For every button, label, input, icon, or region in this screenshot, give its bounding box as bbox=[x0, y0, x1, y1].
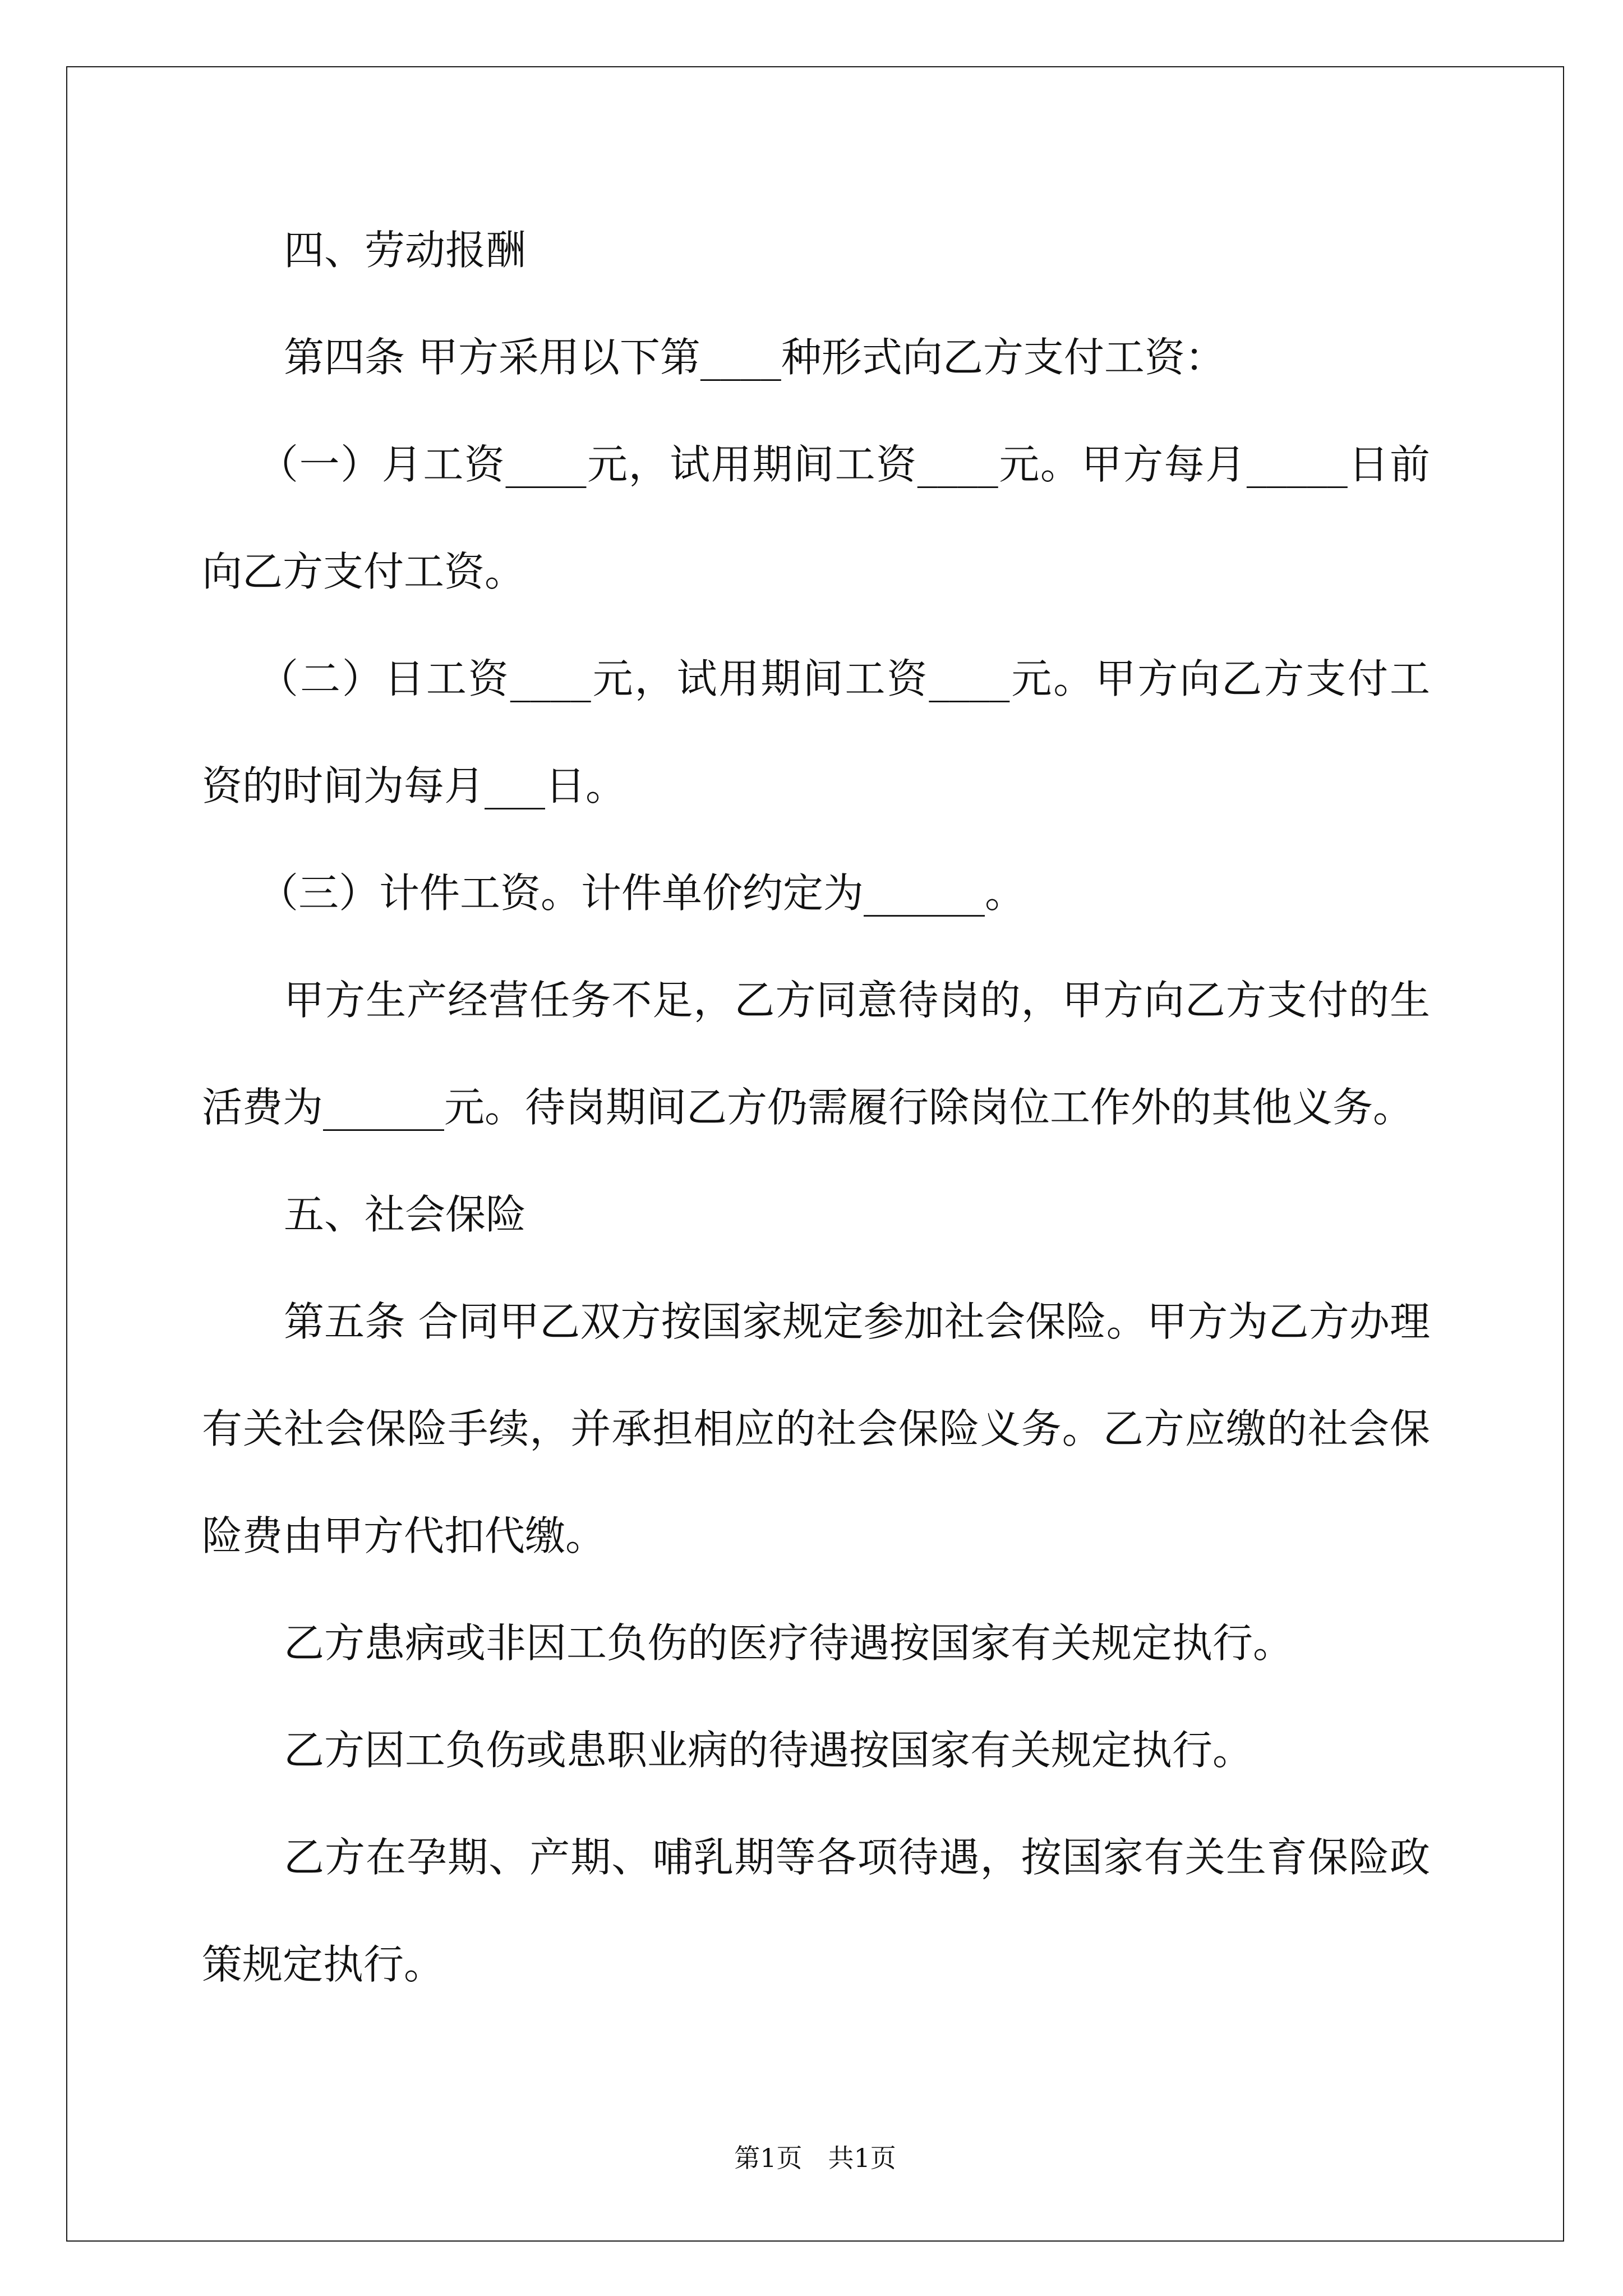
paragraph-line: （一）月工资____元，试用期间工资____元。甲方每月_____日前 bbox=[258, 441, 1430, 488]
section-heading: 四、劳动报酬 bbox=[284, 227, 527, 274]
document-body bbox=[202, 197, 1430, 2018]
paragraph-line: （二）日工资____元，试用期间工资____元。甲方向乙方支付工 bbox=[258, 655, 1430, 702]
paragraph-line: 甲方生产经营任务不足，乙方同意待岗的，甲方向乙方支付的生 bbox=[284, 977, 1430, 1024]
paragraph-line: （三）计件工资。计件单价约定为______。 bbox=[258, 869, 1026, 917]
paragraph-line: 有关社会保险手续，并承担相应的社会保险义务。乙方应缴的社会保 bbox=[202, 1405, 1430, 1452]
section-heading: 五、社会保险 bbox=[284, 1191, 527, 1238]
paragraph-line: 第五条 合同甲乙双方按国家规定参加社会保险。甲方为乙方办理 bbox=[284, 1298, 1430, 1345]
paragraph-line: 第四条 甲方采用以下第____种形式向乙方支付工资： bbox=[284, 334, 1225, 381]
paragraph-line: 向乙方支付工资。 bbox=[202, 548, 525, 595]
paragraph-line: 活费为______元。待岗期间乙方仍需履行除岗位工作外的其他义务。 bbox=[202, 1084, 1414, 1131]
paragraph-line: 策规定执行。 bbox=[202, 1941, 445, 1988]
paragraph-line: 资的时间为每月___日。 bbox=[202, 762, 626, 809]
paragraph-line: 险费由甲方代扣代缴。 bbox=[202, 1512, 606, 1559]
page-number-footer: 第1页 共1页 bbox=[734, 2143, 896, 2173]
paragraph-line: 乙方因工负伤或患职业病的待遇按国家有关规定执行。 bbox=[284, 1727, 1253, 1774]
paragraph-line: 乙方患病或非因工负伤的医疗待遇按国家有关规定执行。 bbox=[284, 1619, 1294, 1667]
paragraph-line: 乙方在孕期、产期、哺乳期等各项待遇，按国家有关生育保险政 bbox=[284, 1834, 1430, 1881]
